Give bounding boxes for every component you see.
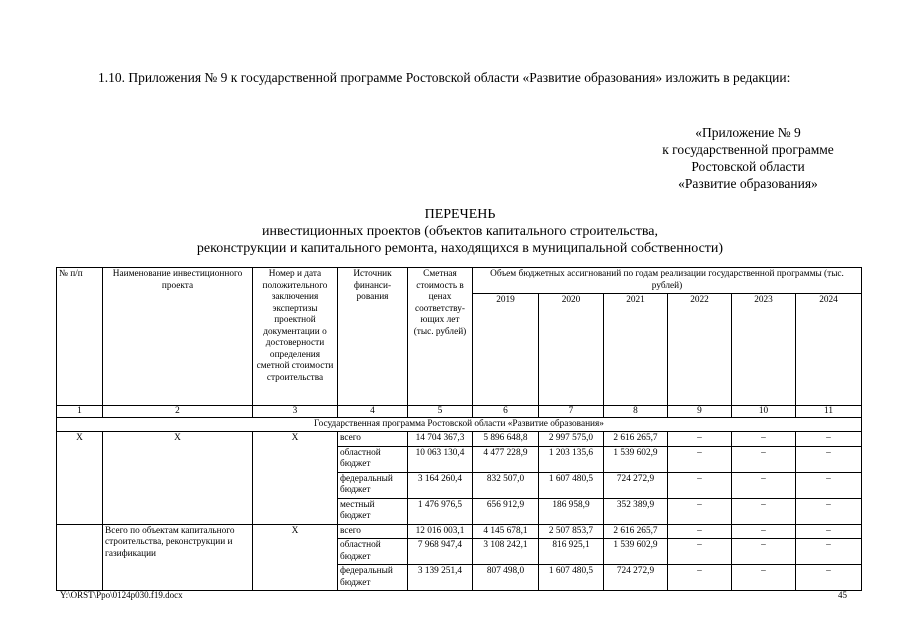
year-allocation: 724 272,9 (604, 565, 668, 591)
financing-source: федеральный бюджет (338, 472, 408, 498)
year-allocation: – (668, 446, 732, 472)
year-allocation: – (796, 446, 862, 472)
financing-source: всего (338, 432, 408, 447)
year-allocation: – (732, 432, 796, 447)
appendix-line-4: «Развитие образования» (678, 176, 818, 191)
header-row-1 (57, 268, 862, 294)
year-allocation: – (796, 565, 862, 591)
year-allocation: 186 958,9 (539, 498, 604, 524)
investment-projects-table (56, 267, 862, 591)
financing-source: областной бюджет (338, 446, 408, 472)
title-line-1: ПЕРЕЧЕНЬ (424, 207, 496, 222)
estimated-cost: 10 063 130,4 (408, 446, 473, 472)
row-number (57, 524, 103, 591)
year-allocation: 2 616 265,7 (604, 524, 668, 539)
financing-source: федеральный бюджет (338, 565, 408, 591)
estimated-cost: 14 704 367,3 (408, 432, 473, 447)
year-allocation: 352 389,9 (604, 498, 668, 524)
column-number: 6 (473, 406, 539, 418)
footer-file-path: Y:\ORST\Ppo\0124p030.f19.docx (60, 590, 183, 600)
year-allocation: – (732, 446, 796, 472)
year-allocation: 816 925,1 (539, 539, 604, 565)
estimated-cost: 3 164 260,4 (408, 472, 473, 498)
column-number: 8 (604, 406, 668, 418)
header-year: 2023 (732, 294, 796, 406)
column-number: 9 (668, 406, 732, 418)
document-title (62, 206, 858, 257)
year-allocation: – (732, 539, 796, 565)
header-num: № п/п (57, 268, 103, 406)
column-number: 10 (732, 406, 796, 418)
header-cost: Сметная стоимость в ценах соответству-ющих лет (тыс. рублей) (408, 268, 473, 406)
estimated-cost: 7 968 947,4 (408, 539, 473, 565)
estimated-cost: 3 139 251,4 (408, 565, 473, 591)
appendix-caption (640, 124, 856, 192)
year-allocation: 2 507 853,7 (539, 524, 604, 539)
column-number: 5 (408, 406, 473, 418)
year-allocation: 4 477 228,9 (473, 446, 539, 472)
year-allocation: – (796, 539, 862, 565)
year-allocation: 1 539 602,9 (604, 539, 668, 565)
year-allocation: 832 507,0 (473, 472, 539, 498)
header-year: 2019 (473, 294, 539, 406)
year-allocation: – (796, 498, 862, 524)
estimated-cost: 12 016 003,1 (408, 524, 473, 539)
year-allocation: – (668, 472, 732, 498)
footer-page-number: 45 (838, 590, 847, 600)
year-allocation: 1 539 602,9 (604, 446, 668, 472)
intro-paragraph: 1.10. Приложения № 9 к государственной программе Ростовской области «Развитие образования» изложить в редакции: (98, 70, 791, 85)
table-row (57, 432, 862, 447)
year-allocation: 4 145 678,1 (473, 524, 539, 539)
year-allocation: 807 498,0 (473, 565, 539, 591)
year-allocation: – (796, 472, 862, 498)
year-allocation: – (668, 539, 732, 565)
table-row (57, 524, 862, 539)
year-allocation: – (796, 524, 862, 539)
financing-source: всего (338, 524, 408, 539)
header-volume: Объем бюджетных ассигнований по годам реализации государственной программы (тыс. рублей) (473, 268, 862, 294)
column-numbers-row (57, 406, 862, 418)
year-allocation: 2 997 575,0 (539, 432, 604, 447)
appendix-line-3: Ростовской области (691, 159, 805, 174)
program-title: Государственная программа Ростовской области «Развитие образования» (57, 418, 862, 432)
title-line-2: инвестиционных проектов (объектов капитального строительства, (261, 224, 659, 239)
year-allocation: – (796, 432, 862, 447)
financing-source: областной бюджет (338, 539, 408, 565)
project-name: Всего по объектам капитального строительства, реконструкции и газификации (103, 524, 253, 591)
column-number: 1 (57, 406, 103, 418)
appendix-line-2: к государственной программе (662, 142, 834, 157)
header-source: Источник финанси-рования (338, 268, 408, 406)
year-allocation: – (732, 472, 796, 498)
column-number: 7 (539, 406, 604, 418)
header-year: 2022 (668, 294, 732, 406)
header-name: Наименование инвестиционного проекта (103, 268, 253, 406)
year-allocation: – (732, 498, 796, 524)
year-allocation: – (732, 565, 796, 591)
expertise-conclusion: X (253, 524, 338, 591)
year-allocation: 1 607 480,5 (539, 472, 604, 498)
year-allocation: – (668, 498, 732, 524)
year-allocation: – (668, 432, 732, 447)
column-number: 2 (103, 406, 253, 418)
column-number: 3 (253, 406, 338, 418)
program-title-row (57, 418, 862, 432)
row-number: X (57, 432, 103, 525)
estimated-cost: 1 476 976,5 (408, 498, 473, 524)
year-allocation: – (668, 524, 732, 539)
project-name: X (103, 432, 253, 525)
column-number: 11 (796, 406, 862, 418)
title-line-3: реконструкции и капитального ремонта, находящихся в муниципальной собственности) (196, 241, 724, 256)
year-allocation: 724 272,9 (604, 472, 668, 498)
header-year: 2024 (796, 294, 862, 406)
column-number: 4 (338, 406, 408, 418)
year-allocation: 2 616 265,7 (604, 432, 668, 447)
year-allocation: 5 896 648,8 (473, 432, 539, 447)
year-allocation: – (732, 524, 796, 539)
header-expertise: Номер и дата положительного заключения экспертизы проектной документации о достоверности определения сметной стоимости строительства (253, 268, 338, 406)
year-allocation: – (668, 565, 732, 591)
year-allocation: 1 607 480,5 (539, 565, 604, 591)
financing-source: местный бюджет (338, 498, 408, 524)
year-allocation: 1 203 135,6 (539, 446, 604, 472)
appendix-line-1: «Приложение № 9 (695, 125, 801, 140)
year-allocation: 656 912,9 (473, 498, 539, 524)
expertise-conclusion: X (253, 432, 338, 525)
header-year: 2021 (604, 294, 668, 406)
year-allocation: 3 108 242,1 (473, 539, 539, 565)
header-year: 2020 (539, 294, 604, 406)
